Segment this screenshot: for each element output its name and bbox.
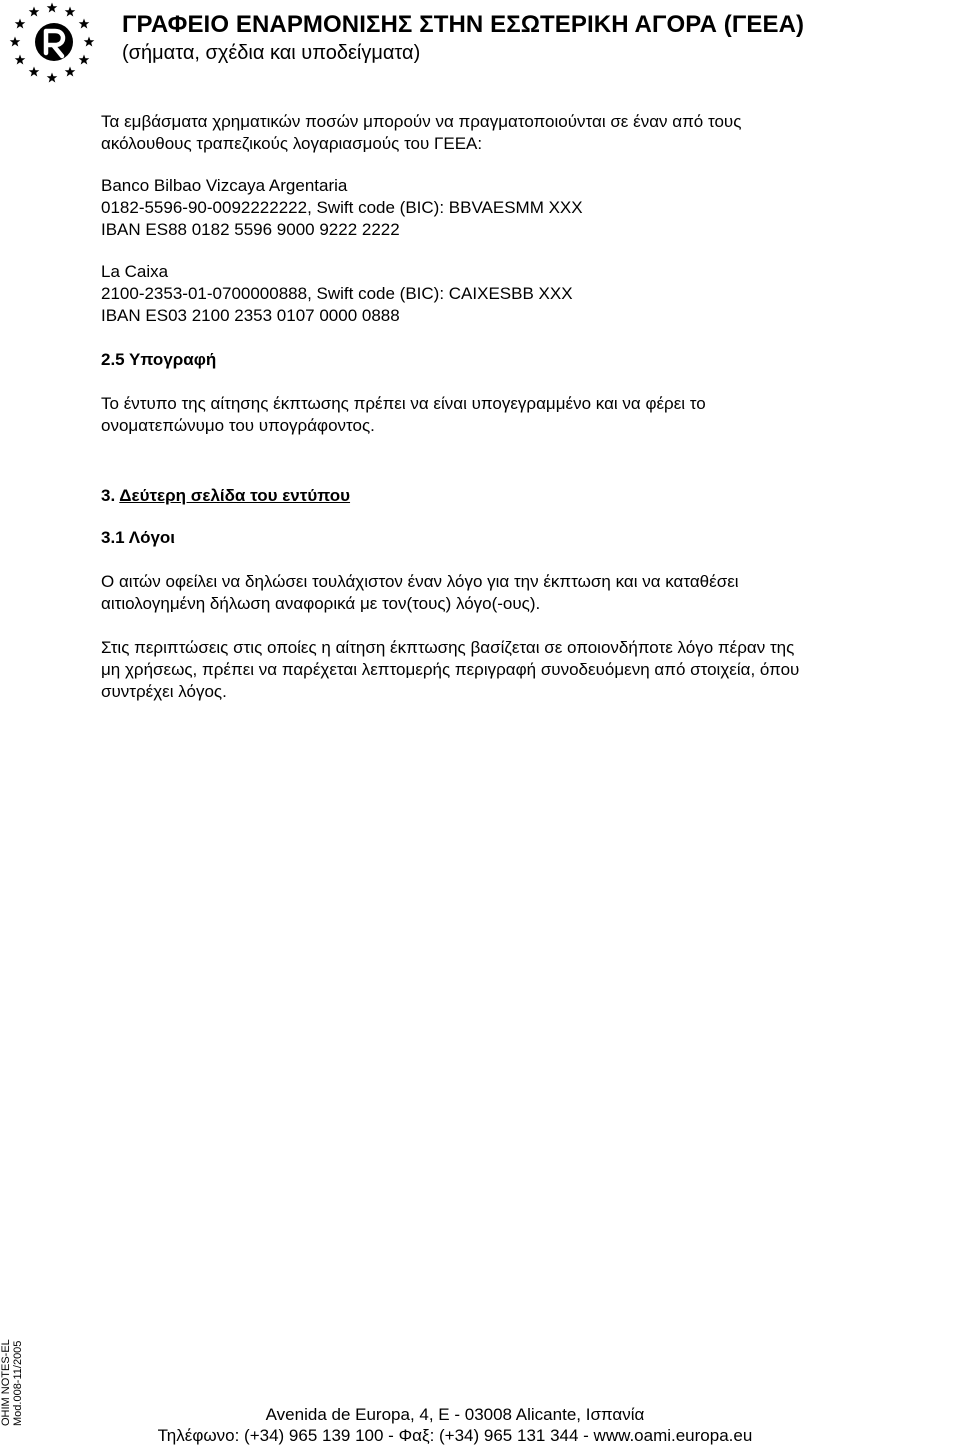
footer-contact: Τηλέφωνο: (+34) 965 139 100 - Φαξ: (+34) 965 131 344 - www.oami.europa.eu: [157, 1426, 753, 1445]
section-3-heading: [101, 485, 879, 507]
section-2-5-paragraph: [101, 393, 879, 437]
paragraph-line: αιτιολογημένη δήλωση αναφορικά με τον(τους) λόγο(-ους).: [101, 594, 541, 613]
footer-address: Avenida de Europa, 4, E - 03008 Alicante, Ισπανία: [265, 1405, 645, 1424]
form-code: OHIM NOTES-EL: [0, 1339, 12, 1426]
bank-account-block: [101, 175, 879, 241]
paragraph-line: μη χρήσεως, πρέπει να παρέχεται λεπτομερής περιγραφή συνοδευόμενη από στοιχεία, όπου: [101, 660, 800, 679]
bank-account-block: [101, 261, 879, 327]
bank-name: La Caixa: [101, 262, 169, 281]
ohim-eu-stars-logo-icon: [4, 0, 100, 90]
section-3-1-heading: 3.1 Λόγοι: [101, 528, 176, 547]
paragraph-line: Το έντυπο της αίτησης έκπτωσης πρέπει να είναι υπογεγραμμένο και να φέρει το: [101, 394, 706, 413]
paragraph-line: Ο αιτών οφείλει να δηλώσει τουλάχιστον έναν λόγο για την έκπτωση και να καταθέσει: [101, 572, 739, 591]
paragraph-line: Στις περιπτώσεις στις οποίες η αίτηση έκπτωσης βασίζεται σε οποιονδήποτε λόγο πέραν της: [101, 638, 795, 657]
section-3-1-paragraph-1: [101, 571, 879, 615]
section-2-5-heading: 2.5 Υπογραφή: [101, 350, 217, 369]
document-title: ΓΡΑΦΕΙΟ ΕΝΑΡΜΟΝΙΣΗΣ ΣΤΗΝ ΕΣΩΤΕΡΙΚΗ ΑΓΟΡΑ (ΓΕΕΑ): [122, 11, 805, 38]
section-3-1-paragraph-2: [101, 637, 879, 703]
bank-iban: IBAN ES03 2100 2353 0107 0000 0888: [101, 306, 400, 325]
paragraph-line: συντρέχει λόγος.: [101, 682, 227, 701]
bank-iban: IBAN ES88 0182 5596 9000 9222 2222: [101, 220, 400, 239]
section-number: 3.: [101, 486, 120, 505]
form-version: Mod.008-11/2005: [12, 1340, 24, 1426]
paragraph-line: ονοματεπώνυμο του υπογράφοντος.: [101, 416, 375, 435]
document-subtitle: (σήματα, σχέδια και υποδείγματα): [122, 42, 421, 64]
document-body: [101, 111, 879, 703]
section-title: Δεύτερη σελίδα του εντύπου: [119, 486, 351, 505]
page-footer: [0, 1404, 910, 1447]
intro-line-1: Τα εμβάσματα χρηματικών ποσών μπορούν να πραγματοποιούνται σε έναν από τους: [101, 112, 742, 131]
bank-account-number: 2100-2353-01-0700000888, Swift code (BIC): CAIXESBB XXX: [101, 284, 573, 303]
bank-account-number: 0182-5596-90-0092222222, Swift code (BIC): BBVAESMM XXX: [101, 198, 583, 217]
intro-line-2: ακόλουθους τραπεζικούς λογαριασμούς του ΓΕΕΑ:: [101, 134, 483, 153]
page-header: [0, 0, 960, 95]
bank-name: Banco Bilbao Vizcaya Argentaria: [101, 176, 348, 195]
